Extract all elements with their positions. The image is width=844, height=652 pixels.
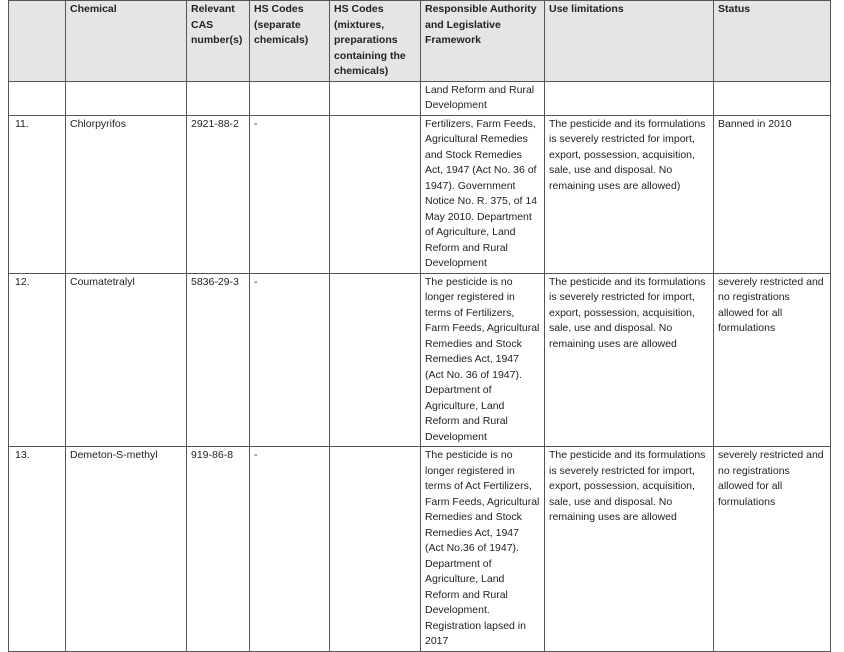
continuation-authority: Land Reform and Rural Development bbox=[421, 81, 545, 115]
table-row bbox=[9, 115, 831, 273]
row-number: 11. bbox=[9, 115, 66, 273]
header-chemical: Chemical bbox=[66, 1, 187, 82]
continuation-row bbox=[9, 81, 831, 115]
table-cell bbox=[545, 81, 714, 115]
use-limitations: The pesticide and its formulations is severely restricted for import, export, possession, acquisition, sale, use and disposal. No remaining uses are allowed) bbox=[545, 115, 714, 273]
cas-number: 5836-29-3 bbox=[187, 273, 250, 447]
hs-mixtures bbox=[330, 447, 421, 652]
table-row bbox=[9, 273, 831, 447]
header-authority: Responsible Authority and Legislative Framework bbox=[421, 1, 545, 82]
cas-number: 2921-88-2 bbox=[187, 115, 250, 273]
header-limitations: Use limitations bbox=[545, 1, 714, 82]
table-cell bbox=[187, 81, 250, 115]
hs-mixtures bbox=[330, 273, 421, 447]
status: Banned in 2010 bbox=[714, 115, 831, 273]
chemical-name: Demeton-S-methyl bbox=[66, 447, 187, 652]
chemical-name: Coumatetralyl bbox=[66, 273, 187, 447]
header-status: Status bbox=[714, 1, 831, 82]
row-number: 13. bbox=[9, 447, 66, 652]
use-limitations: The pesticide and its formulations is severely restricted for import, export, possession, acquisition, sale, use and disposal. No remaining uses are allowed bbox=[545, 273, 714, 447]
cas-number: 919-86-8 bbox=[187, 447, 250, 652]
header-cas: Relevant CAS number(s) bbox=[187, 1, 250, 82]
row-number: 12. bbox=[9, 273, 66, 447]
hs-separate: - bbox=[250, 115, 330, 273]
header-hs-separate: HS Codes (separate chemicals) bbox=[250, 1, 330, 82]
table-cell bbox=[66, 81, 187, 115]
table-cell bbox=[9, 81, 66, 115]
header-num bbox=[9, 1, 66, 82]
use-limitations: The pesticide and its formulations is severely restricted for import, export, possession, acquisition, sale, use and disposal. No remaining uses are allowed bbox=[545, 447, 714, 652]
hs-separate: - bbox=[250, 273, 330, 447]
table-row bbox=[9, 447, 831, 652]
table-cell bbox=[330, 81, 421, 115]
table-cell bbox=[714, 81, 831, 115]
status: severely restricted and no registrations allowed for all formulations bbox=[714, 273, 831, 447]
authority: The pesticide is no longer registered in terms of Fertilizers, Farm Feeds, Agricultural Remedies and Stock Remedies Act, 1947 (Act No. 36 of 1947). Department of Agriculture, Land Reform and Rural Development bbox=[421, 273, 545, 447]
chemical-name: Chlorpyrifos bbox=[66, 115, 187, 273]
header-row bbox=[9, 1, 831, 82]
header-hs-mixtures: HS Codes (mixtures, preparations containing the chemicals) bbox=[330, 1, 421, 82]
authority: The pesticide is no longer registered in terms of Act Fertilizers, Farm Feeds, Agricultural Remedies and Stock Remedies Act, 1947 (Act No.36 of 1947). Department of Agriculture, Land Reform and Rural Development. Registration lapsed in 2017 bbox=[421, 447, 545, 652]
table-cell bbox=[250, 81, 330, 115]
hs-separate: - bbox=[250, 447, 330, 652]
hs-mixtures bbox=[330, 115, 421, 273]
status: severely restricted and no registrations allowed for all formulations bbox=[714, 447, 831, 652]
chemicals-table bbox=[8, 0, 831, 652]
authority: Fertilizers, Farm Feeds, Agricultural Remedies and Stock Remedies Act, 1947 (Act No. 36 of 1947). Government Notice No. R. 375, of 14 May 2010. Department of Agriculture, Land Reform and Rural Development bbox=[421, 115, 545, 273]
